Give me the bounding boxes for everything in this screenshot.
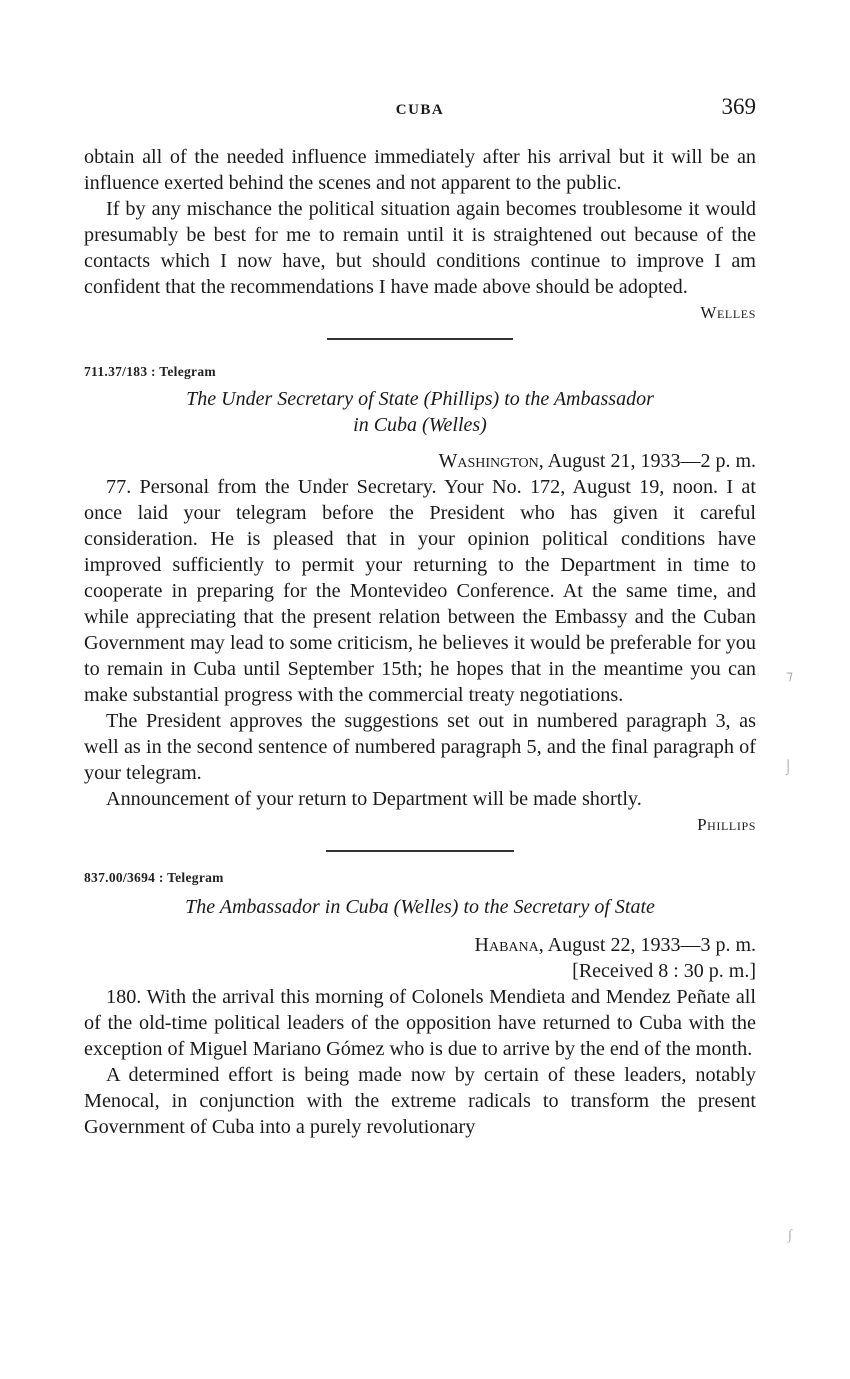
dateline-date: August 21, 1933—2 p. m. <box>547 450 756 472</box>
heading-line: The Under Secretary of State (Phillips) to the Ambassador <box>186 388 654 410</box>
section-welles-closing <box>84 144 756 326</box>
document-711-37-183 <box>84 364 756 838</box>
margin-mark: ⌡ <box>784 760 793 775</box>
margin-mark: ⁊ <box>786 669 793 684</box>
running-title: CUBA <box>395 102 445 118</box>
paragraph: The President approves the suggestions set out in numbered paragraph 3, as well as in the second sentence of numbered paragraph 5, and the final paragraph of your telegram. <box>84 710 756 784</box>
heading-line: in Cuba (Welles) <box>353 414 487 436</box>
document-837-00-3694 <box>84 870 756 1140</box>
signature-phillips: Phillips <box>697 815 756 834</box>
margin-mark: ∫ <box>788 1228 792 1243</box>
dateline-place: Habana, <box>474 934 544 956</box>
received-note: [Received 8 : 30 p. m.] <box>572 960 756 982</box>
file-reference: 711.37/183 : Telegram <box>84 364 216 379</box>
signature-welles: Welles <box>700 303 756 322</box>
paragraph: 77. Personal from the Under Secretary. Your No. 172, August 19, noon. I at once laid your telegram before the President who has given it careful consideration. He is pleased that in your opinion political conditions have improved sufficiently to permit your returning to the Department in time to cooperate in preparing for the Montevideo Conference. At the same time, and while appreciating that the present relation between the Embassy and the Cuban Government may lead to some criticism, he believes it would be preferable for you to remain in Cuba until September 15th; he hopes that in the meantime you can make substantial progress with the commercial treaty negotiations. <box>84 476 756 706</box>
paragraph: Announcement of your return to Department will be made shortly. <box>106 788 642 810</box>
paragraph: 180. With the arrival this morning of Colonels Mendieta and Mendez Peñate all of the old-time political leaders of the opposition have returned to Cuba with the exception of Miguel Mariano Gómez who is due to arrive by the end of the month. <box>84 986 756 1060</box>
dateline <box>84 448 756 474</box>
document-heading: The Ambassador in Cuba (Welles) to the Secretary of State <box>185 896 655 918</box>
paragraph: If by any mischance the political situation again becomes troublesome it would presumably be best for me to remain until it is straightened out because of the contacts which I now have, but should conditions continue to improve I am confident that the recommendations I have made above should be adopted. <box>84 198 756 298</box>
document-heading <box>84 386 756 438</box>
dateline-place: Washington, <box>438 450 544 472</box>
running-header <box>84 92 756 122</box>
document-page <box>84 92 756 1140</box>
file-reference: 837.00/3694 : Telegram <box>84 870 224 885</box>
paragraph-continuation: obtain all of the needed influence immediately after his arrival but it will be an influence exerted behind the scenes and not apparent to the public. <box>84 146 756 194</box>
paragraph: A determined effort is being made now by certain of these leaders, notably Menocal, in conjunction with the extreme radicals to transform the present Government of Cuba into a purely revolutionary <box>84 1064 756 1138</box>
dateline <box>84 932 756 958</box>
dateline-date: August 22, 1933—3 p. m. <box>547 934 756 956</box>
page-number: 369 <box>721 94 756 119</box>
